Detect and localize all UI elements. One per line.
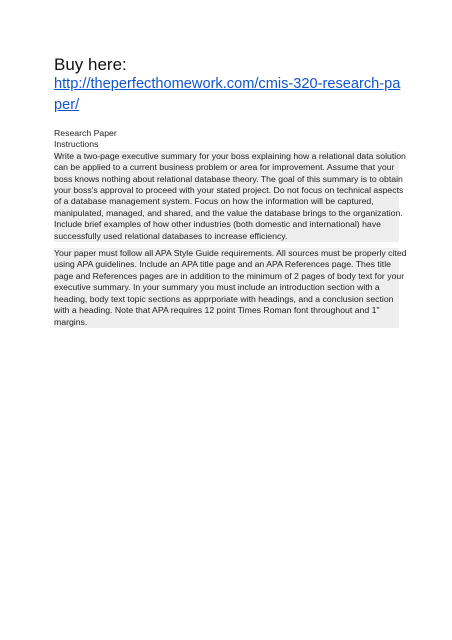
paragraph-line: executive summary. In your summary you must include an introduction section with a xyxy=(54,282,399,293)
product-link[interactable]: http://theperfecthomework.com/cmis-320-research-paper/ xyxy=(54,76,401,113)
document-body xyxy=(54,128,407,328)
paragraph-line: of a database management system. Focus on how the information will be captured, xyxy=(54,196,399,207)
paragraph-line: your boss's approval to proceed with your stated project. Do not focus on technical aspects xyxy=(54,185,404,196)
paragraph-line: with a heading. Note that APA requires 12 point Times Roman font throughout and 1" xyxy=(54,305,399,316)
paragraph-line: Include brief examples of how other industries (both domestic and international) have xyxy=(54,219,399,230)
paragraph-line: margins. xyxy=(54,317,399,328)
paragraph-line: boss knows nothing about relational database theory. The goal of this summary is to obtain xyxy=(54,173,403,184)
paragraph-1 xyxy=(54,150,406,242)
paragraph-line: Your paper must follow all APA Style Guide requirements. All sources must be properly cited xyxy=(54,248,407,259)
paragraph-line: manipulated, managed, and shared, and the value the database brings to the organization. xyxy=(54,207,403,218)
paragraph-line: can be applied to a current business problem or area for improvement. Assume that your xyxy=(54,162,399,173)
paragraph-line: page and References pages are in addition to the minimum of 2 pages of body text for your xyxy=(54,270,405,281)
paragraph-line: heading, body text topic sections as apprporiate with headings, and a conclusion section xyxy=(54,294,399,305)
doc-subtitle: Instructions xyxy=(54,139,99,150)
paragraph-line: Write a two-page executive summary for your boss explaining how a relational data solution xyxy=(54,150,406,161)
paragraph-2 xyxy=(54,248,407,328)
paragraph-line: using APA guidelines. Include an APA title page and an APA References page. Thes title xyxy=(54,259,399,270)
doc-title: Research Paper xyxy=(54,128,117,138)
buy-here-heading: Buy here: xyxy=(54,55,127,74)
paragraph-line: successfully used relational databases to increase efficiency. xyxy=(54,231,399,242)
